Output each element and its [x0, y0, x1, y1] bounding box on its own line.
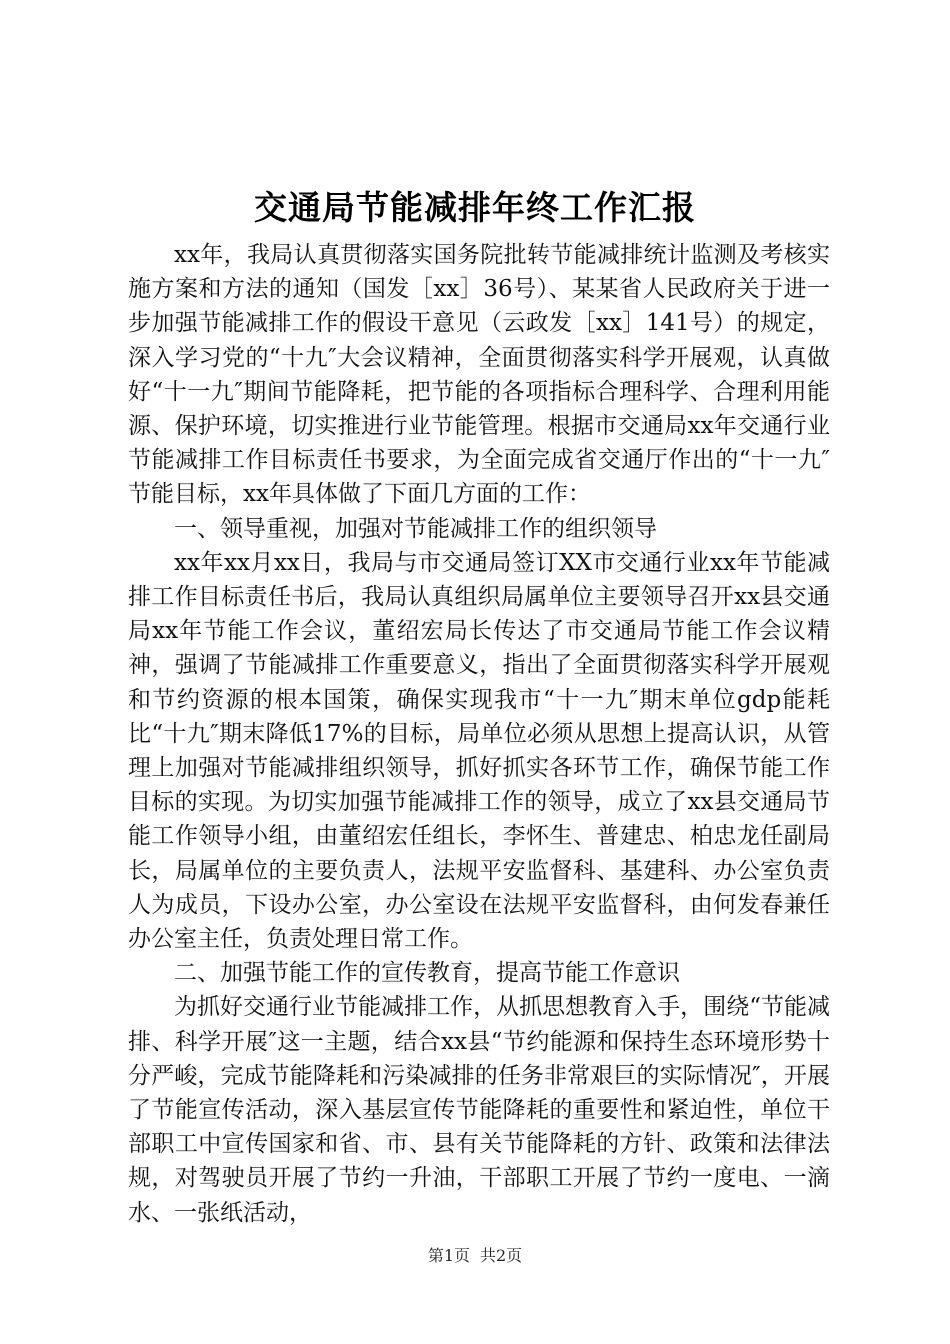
page-total: 共2页	[480, 1246, 523, 1265]
document-body	[128, 238, 830, 1230]
section-heading-2: 二、加强节能工作的宣传教育，提高节能工作意识	[174, 960, 680, 987]
section-1-paragraph: xx年xx月xx日，我局与市交通局签订XX市交通行业xx年节能减排工作目标责任书后，我局认真组织局属单位主要领导召开xx县交通局xx年节能工作会议，董绍宏局长传达了市交通局节能工作会议精神，强调了节能减排工作重要意义，指出了全面贯彻落实科学开展观和节约资源的根本国策，确保实现我市“十一九″期末单位gdp能耗比“十九″期末降低17%的目标，局单位必须从思想上提高认识，从管理上加强对节能减排组织领导，抓好抓实各环节工作，确保节能工作目标的实现。为切实加强节能减排工作的领导，成立了xx县交通局节能工作领导小组，由董绍宏任组长，李怀生、普建忠、柏忠龙任副局长，局属单位的主要负责人，法规平安监督科、基建科、办公室负责人为成员，下设办公室，办公室设在法规平安监督科，由何发春兼任办公室主任，负责处理日常工作。	[128, 549, 830, 953]
page-number: 第1页	[427, 1246, 470, 1265]
page-footer	[0, 1244, 950, 1268]
section-2-paragraph: 为抓好交通行业节能减排工作，从抓思想教育入手，围绕“节能减排、科学开展″这一主题，结合xx县“节约能源和保持生态环境形势十分严峻，完成节能降耗和污染减排的任务非常艰巨的实际情况″，开展了节能宣传活动，深入基层宣传节能降耗的重要性和紧迫性，单位干部职工中宣传国家和省、市、县有关节能降耗的方针、政策和法律法规，对驾驶员开展了节约一升油，干部职工开展了节约一度电、一滴水、一张纸活动，	[128, 994, 830, 1226]
document-title: 交通局节能减排年终工作汇报	[254, 188, 696, 227]
intro-paragraph: xx年，我局认真贯彻落实国务院批转节能减排统计监测及考核实施方案和方法的通知（国发［xx］36号）、某某省人民政府关于进一步加强节能减排工作的假设干意见（云政发［xx］141号）的规定，深入学习党的“十九″大会议精神，全面贯彻落实科学开展观，认真做好“十一九″期间节能降耗，把节能的各项指标合理科学、合理利用能源、保护环境，切实推进行业节能管理。根据市交通局xx年交通行业节能减排工作目标责任书要求，为全面完成省交通厅作出的“十一九″节能目标，xx年具体做了下面几方面的工作：	[128, 242, 830, 508]
section-heading-1: 一、领导重视，加强对节能减排工作的组织领导	[174, 515, 657, 542]
